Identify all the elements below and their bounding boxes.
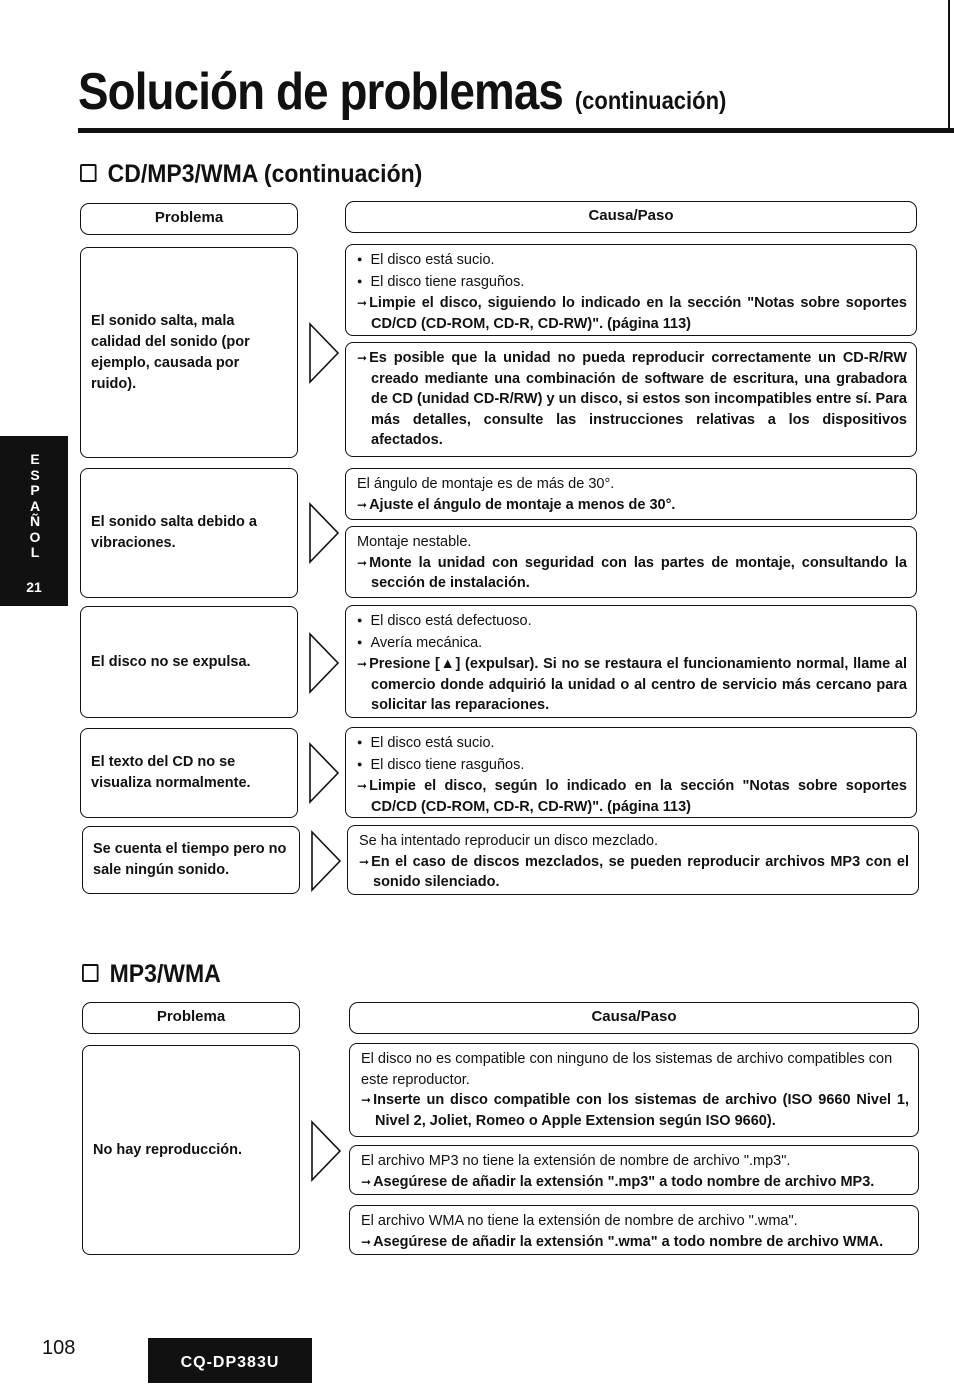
problem-cell: El sonido salta debido a vibraciones. bbox=[80, 468, 298, 598]
page-title: Solución de problemas (continuación) bbox=[78, 63, 727, 121]
arrow-right-icon bbox=[308, 632, 342, 694]
problem-cell: El sonido salta, mala calidad del sonido (por ejemplo, causada por ruido). bbox=[80, 247, 298, 458]
language-tab-letters: E S P A Ñ O L bbox=[29, 451, 41, 560]
column-header-problem: Problema bbox=[80, 203, 298, 235]
model-label: CQ-DP383U bbox=[148, 1338, 312, 1383]
cause-cell: ● El disco está defectuoso. ● Avería mecánica. ➞ Presione [▲] (expulsar). Si no se restaura el funcionamiento normal, llame al comercio donde adquirió la unidad o al centro de servicio más cercano para solicitar las reparaciones. bbox=[345, 605, 917, 718]
title-rule bbox=[78, 128, 954, 133]
cause-cell: El ángulo de montaje es de más de 30°. ➞ Ajuste el ángulo de montaje a menos de 30°. bbox=[345, 468, 917, 520]
page-edge-rule bbox=[948, 0, 950, 130]
column-header-problem: Problema bbox=[82, 1002, 300, 1034]
checkbox-square-icon bbox=[80, 164, 97, 182]
language-tab-page: 21 bbox=[26, 579, 42, 595]
page-number: 108 bbox=[42, 1337, 76, 1359]
checkbox-square-icon bbox=[82, 964, 99, 982]
cause-cell: El archivo WMA no tiene la extensión de nombre de archivo ".wma". ➞ Asegúrese de añadir la extensión ".wma" a todo nombre de archivo WMA. bbox=[349, 1205, 919, 1255]
arrow-right-icon bbox=[310, 1120, 344, 1182]
cause-cell: El disco no es compatible con ninguno de los sistemas de archivo compatibles con este reproductor. ➞ Inserte un disco compatible con los sistemas de archivo (ISO 9660 Nivel 1, Nivel 2, Joliet, Romeo o Apple Extension según ISO 9660). bbox=[349, 1043, 919, 1137]
cause-cell: Montaje nestable. ➞ Monte la unidad con seguridad con las partes de montaje, consultando la sección de instalación. bbox=[345, 526, 917, 598]
arrow-right-icon bbox=[310, 830, 344, 892]
section-heading-cd: CD/MP3/WMA (continuación) bbox=[80, 160, 422, 189]
column-header-cause: Causa/Paso bbox=[345, 201, 917, 233]
language-tab bbox=[0, 436, 68, 606]
problem-cell: El texto del CD no se visualiza normalmente. bbox=[80, 728, 298, 818]
cause-cell: ● El disco está sucio. ● El disco tiene rasguños. ➞ Limpie el disco, según lo indicado en la sección "Notas sobre soportes CD/CD (CD-ROM, CD-R, CD-RW)". (página 113) bbox=[345, 727, 917, 818]
section-heading-mp3: MP3/WMA bbox=[82, 960, 221, 989]
cause-cell: ➞ Es posible que la unidad no pueda reproducir correctamente un CD-R/RW creado mediante una combinación de software de escritura, una grabadora de CD (unidad CD-R/RW) y un disco, si estos son incompatibles entre sí. Para más detalles, consulte las instrucciones relativas a los dispositivos afectados. bbox=[345, 342, 917, 457]
page-title-suffix: (continuación) bbox=[574, 87, 727, 115]
arrow-right-icon bbox=[308, 322, 342, 384]
problem-cell: El disco no se expulsa. bbox=[80, 606, 298, 718]
problem-cell: Se cuenta el tiempo pero no sale ningún sonido. bbox=[82, 826, 300, 894]
arrow-right-icon bbox=[308, 742, 342, 804]
cause-cell: Se ha intentado reproducir un disco mezclado. ➞ En el caso de discos mezclados, se pueden reproducir archivos MP3 con el sonido silenciado. bbox=[347, 825, 919, 895]
problem-cell: No hay reproducción. bbox=[82, 1045, 300, 1255]
cause-cell: El archivo MP3 no tiene la extensión de nombre de archivo ".mp3". ➞ Asegúrese de añadir la extensión ".mp3" a todo nombre de archivo MP3. bbox=[349, 1145, 919, 1195]
cause-cell: ● El disco está sucio. ● El disco tiene rasguños. ➞ Limpie el disco, siguiendo lo indicado en la sección "Notas sobre soportes CD/CD (CD-ROM, CD-R, CD-RW)". (página 113) bbox=[345, 244, 917, 336]
arrow-right-icon bbox=[308, 502, 342, 564]
column-header-cause: Causa/Paso bbox=[349, 1002, 919, 1034]
